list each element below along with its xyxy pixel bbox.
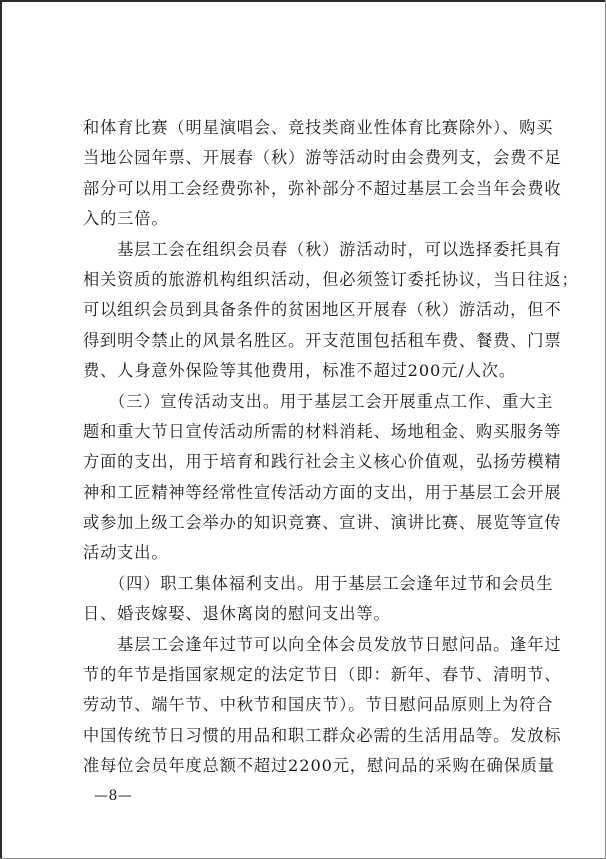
text-line: 部分可以用工会经费弥补，弥补部分不超过基层工会当年会费收 bbox=[83, 178, 562, 198]
document-body bbox=[83, 113, 579, 782]
text-line: 得到明令禁止的风景名胜区。开支范围包括租车费、餐费、门票 bbox=[83, 330, 562, 350]
paragraph-5-holiday-gifts bbox=[83, 630, 562, 782]
text-line: 方面的支出，用于培育和践行社会主义核心价值观，弘扬劳模精 bbox=[83, 452, 562, 472]
page-border-left bbox=[0, 0, 2, 859]
text-line: 可以组织会员到具备条件的贫困地区开展春（秋）游活动，但不 bbox=[83, 300, 562, 320]
text-line: 相关资质的旅游机构组织活动，但必须签订委托协议，当日往返； bbox=[83, 269, 579, 289]
page-border-top bbox=[0, 0, 606, 2]
text-line: 基层工会逢年过节可以向全体会员发放节日慰问品。逢年过 bbox=[83, 634, 562, 654]
text-line: 日、婚丧嫁娶、退休离岗的慰问支出等。 bbox=[83, 604, 391, 624]
paragraph-4-collective-welfare bbox=[83, 569, 554, 630]
paragraph-3-publicity-expenses bbox=[83, 387, 562, 569]
text-line: 中国传统节日习惯的用品和职工群众必需的生活用品等。发放标 bbox=[83, 725, 562, 745]
text-line: （四）职工集体福利支出。用于基层工会逢年过节和会员生 bbox=[83, 573, 554, 593]
text-line: 劳动节、端午节、中秋节和国庆节）。节日慰问品原则上为符合 bbox=[83, 695, 554, 715]
text-line: 神和工匠精神等经常性宣传活动方面的支出，用于基层工会开展 bbox=[83, 482, 562, 502]
text-line: 节的年节是指国家规定的法定节日（即：新年、春节、清明节、 bbox=[83, 665, 562, 685]
page-number: —8— bbox=[94, 788, 133, 804]
paragraph-1 bbox=[83, 113, 562, 235]
text-line: 题和重大节日宣传活动所需的材料消耗、场地租金、购买服务等 bbox=[83, 421, 562, 441]
text-line: 或参加上级工会举办的知识竞赛、宣讲、演讲比赛、展览等宣传 bbox=[83, 513, 562, 533]
text-line: 入的三倍。 bbox=[83, 209, 169, 229]
text-line: 费、人身意外保险等其他费用，标准不超过200元/人次。 bbox=[83, 361, 516, 381]
text-line: 活动支出。 bbox=[83, 543, 169, 563]
text-line: （三）宣传活动支出。用于基层工会开展重点工作、重大主 bbox=[83, 391, 554, 411]
paragraph-2 bbox=[83, 235, 579, 387]
text-line: 基层工会在组织会员春（秋）游活动时，可以选择委托具有 bbox=[83, 239, 562, 259]
text-line: 和体育比赛（明星演唱会、竞技类商业性体育比赛除外）、购买 bbox=[83, 118, 554, 137]
text-line: 当地公园年票、开展春（秋）游等活动时由会费列支，会费不足 bbox=[83, 148, 562, 168]
text-line: 准每位会员年度总额不超过2200元，慰问品的采购在确保质量 bbox=[83, 756, 555, 776]
